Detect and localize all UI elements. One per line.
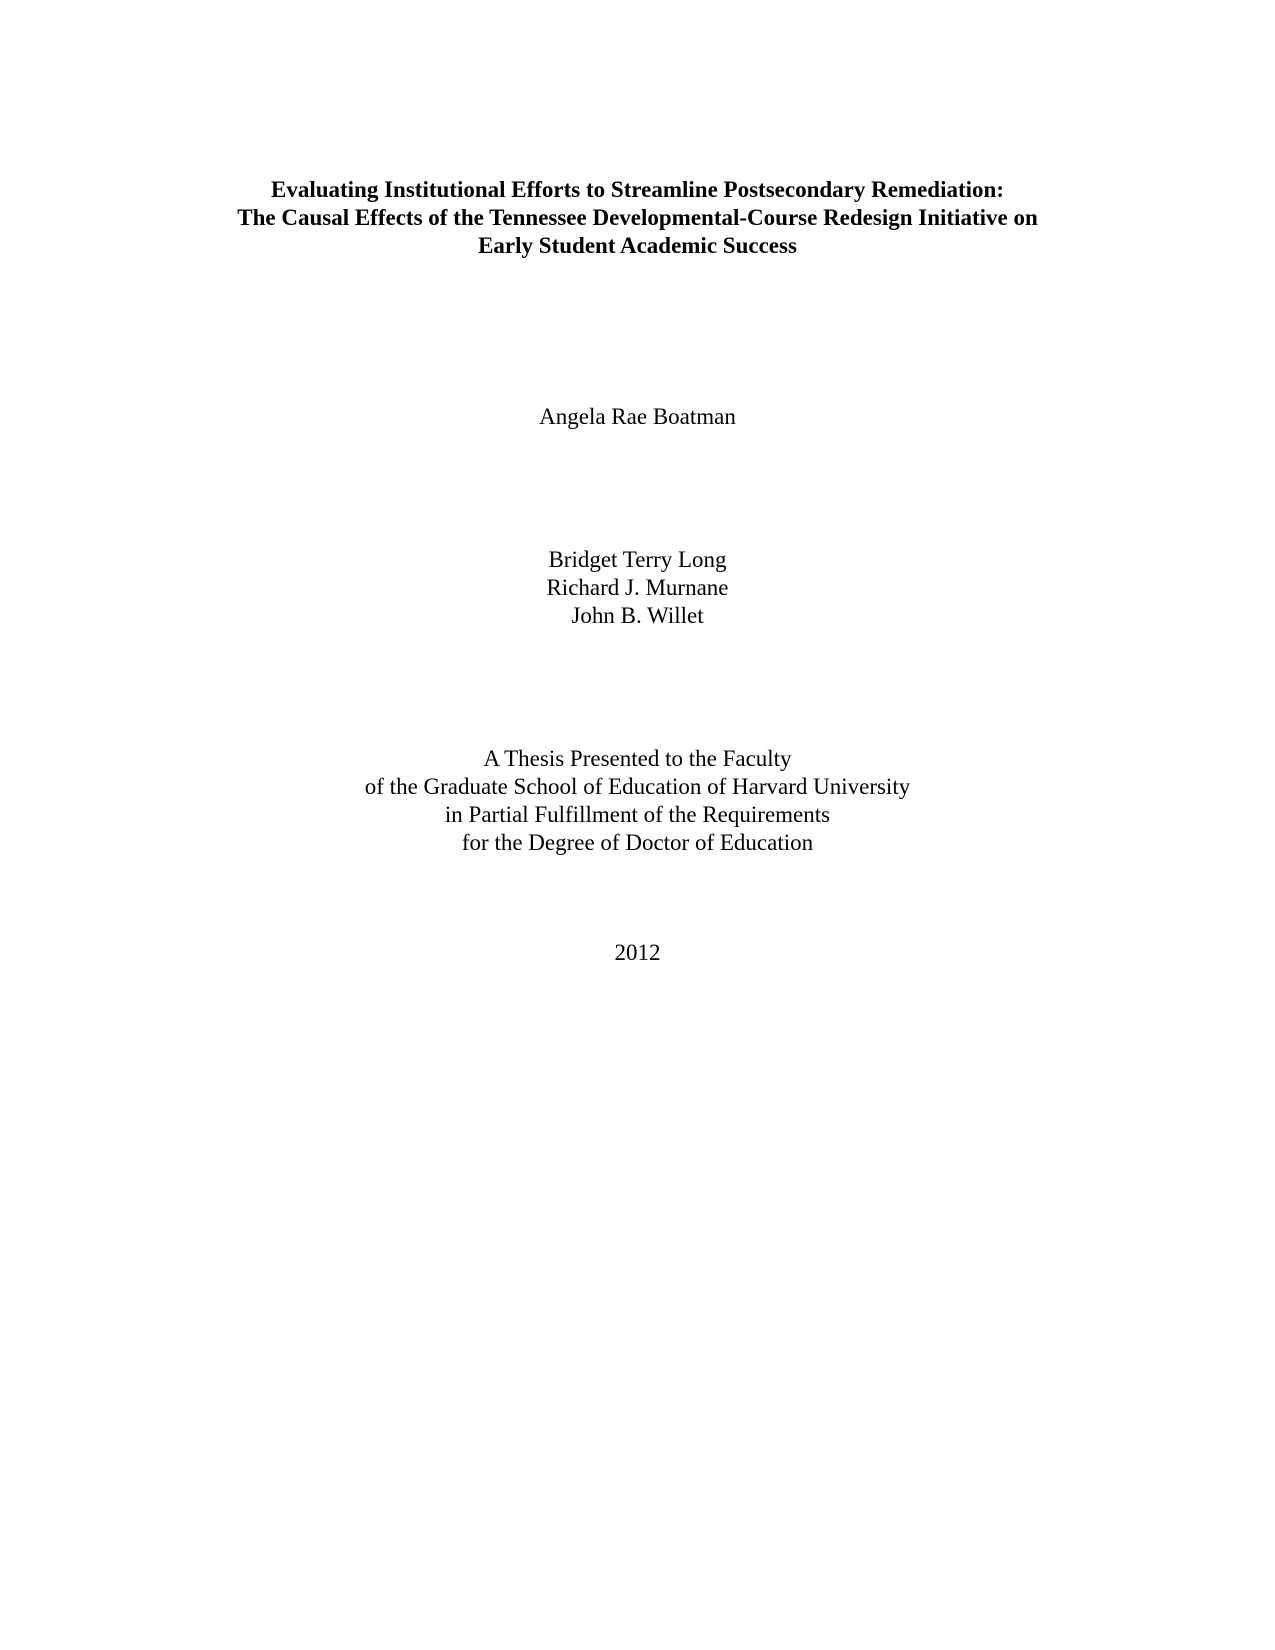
degree-statement-line: for the Degree of Doctor of Education bbox=[461, 830, 814, 855]
author-name bbox=[0, 403, 1275, 431]
thesis-title-line-1: Evaluating Institutional Efforts to Streamline Postsecondary Remediation: bbox=[270, 177, 1004, 202]
degree-statement bbox=[0, 745, 1275, 857]
degree-statement-line: in Partial Fulfillment of the Requirements bbox=[444, 802, 831, 827]
thesis-title-line-3: Early Student Academic Success bbox=[478, 233, 797, 258]
thesis-title bbox=[0, 176, 1275, 260]
committee-member: John B. Willet bbox=[571, 603, 704, 628]
author-name-text: Angela Rae Boatman bbox=[539, 404, 736, 429]
submission-year-text: 2012 bbox=[614, 940, 661, 965]
committee-list bbox=[0, 546, 1275, 630]
degree-statement-line: A Thesis Presented to the Faculty bbox=[483, 746, 792, 771]
committee-member: Richard J. Murnane bbox=[546, 575, 729, 600]
thesis-title-line-2: The Causal Effects of the Tennessee Developmental-Course Redesign Initiative on bbox=[237, 205, 1038, 230]
submission-year bbox=[0, 939, 1275, 967]
committee-member: Bridget Terry Long bbox=[548, 547, 727, 572]
degree-statement-line: of the Graduate School of Education of Harvard University bbox=[364, 774, 911, 799]
